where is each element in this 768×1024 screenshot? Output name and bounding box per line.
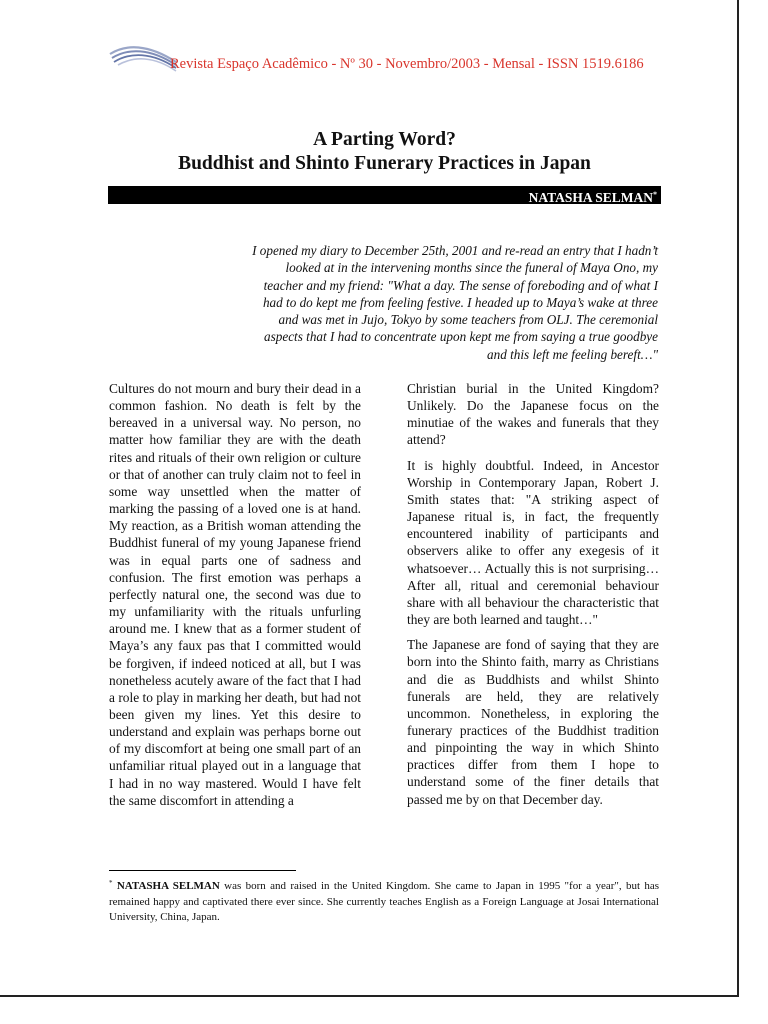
wave-swoosh-logo-icon <box>108 40 178 76</box>
footnote-rule <box>109 870 296 871</box>
footnote-author-name: NATASHA SELMAN <box>116 880 220 892</box>
article-title <box>108 128 661 176</box>
body-paragraph: Christian burial in the United Kingdom? Unlikely. Do the Japanese focus on the minutiae of the wakes and funerals that they attend? <box>407 381 659 448</box>
author-name: NATASHA SELMAN <box>528 190 653 205</box>
body-paragraph: It is highly doubtful. Indeed, in Ancestor Worship in Contemporary Japan, Robert J. Smith states that: "A striking aspect of Japanese ritual is, in fact, the frequently encountered inability of participants and observers alike to offer any exegesis of it whatsoever… Actually this is not surprising… After all, ritual and ceremonial behaviour share with all behaviour the characteristic that they are both learned and taught…" <box>407 457 659 628</box>
page-border-right <box>737 0 739 997</box>
title-line-1: A Parting Word? <box>313 129 456 150</box>
author-footnote-mark: * <box>653 190 657 199</box>
body-column-right <box>407 380 659 816</box>
epigraph: I opened my diary to December 25th, 2001 and re-read an entry that I hadn’t looked at in the intervening months since the funeral of Maya Ono, my teacher and my friend: "What a day. The sense of foreboding and of what I had to do kept me from feeling festive. I headed up to Maya’s wake at three and was met in Jujo, Tokyo by some teachers from OLJ. The ceremonial aspects that I had to concentrate upon kept me from saying a true goodbye and this left me feeling bereft…" <box>252 243 658 362</box>
author-byline <box>529 186 657 207</box>
footnote <box>109 876 659 926</box>
page-border-bottom <box>0 995 739 997</box>
body-paragraph: The Japanese are fond of saying that they are born into the Shinto faith, marry as Christians and die as Buddhists and whilst Shinto funerals are held, they are relatively uncommon. Nonetheless, in exploring the funerary practices of the Buddhist tradition and pinpointing the way in which Shinto practices differ from them I hope to understand some of the finer details that passed me by on that December day. <box>407 637 659 807</box>
body-column-left <box>109 380 361 817</box>
title-line-2: Buddhist and Shinto Funerary Practices in Japan <box>178 153 591 174</box>
footnote-text: was born and raised in the United Kingdom. She came to Japan in 1995 "for a year", but has remained happy and captivated there ever since. She currently teaches English as a Foreign Language at Josai International University, China, Japan. <box>109 880 660 923</box>
author-bar <box>108 186 661 204</box>
running-header: Revista Espaço Acadêmico - Nº 30 - Novembro/2003 - Mensal - ISSN 1519.6186 <box>170 56 644 72</box>
footnote-mark: * <box>109 879 113 887</box>
body-paragraph: Cultures do not mourn and bury their dead in a common fashion. No death is felt by the bereaved in a universal way. No person, no matter how familiar they are with the death rites and rituals of their own religion or culture or that of another can truly claim not to feel in some way unsettled when the matter of marking the passing of a loved one is at hand. My reaction, as a British woman attending the Buddhist funeral of my young Japanese friend was in equal parts one of sadness and confusion. The first emotion was perhaps a perfectly natural one, the second was due to my unfamiliarity with the rituals unfurling around me. I knew that as a former student of Maya’s any faux pas that I committed would be forgiven, if indeed noticed at all, but I was nonetheless acutely aware of the fact that I had a role to play in marking her death, but had not been given my lines. Yet this desire to understand and explain was perhaps borne out of my discomfort at being one small part of an unfamiliar ritual played out in a language that I had in no way mastered. Would I have felt the same discomfort in attending a <box>109 381 361 808</box>
